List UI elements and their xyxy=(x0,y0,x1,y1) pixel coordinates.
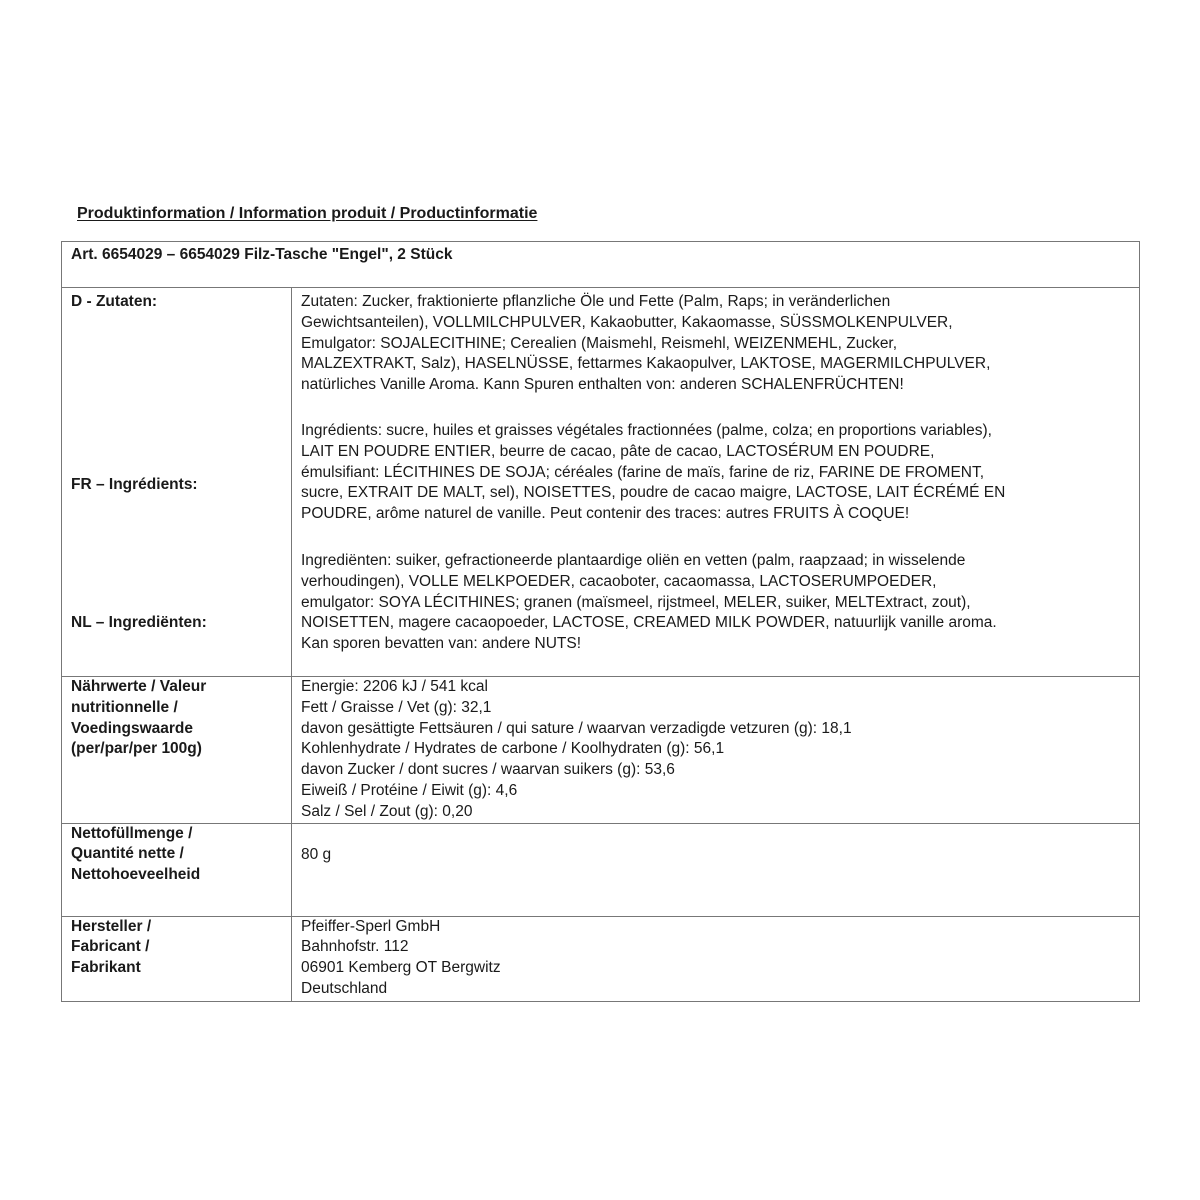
ingredients-value-cell xyxy=(292,288,1140,677)
nutrition-label xyxy=(62,677,292,824)
ingredients-label-fr: FR – Ingrédients: xyxy=(71,476,198,493)
text-line: Gewichtsanteilen), VOLLMILCHPULVER, Kakaobutter, Kakaomasse, SÜSSMOLKENPULVER, xyxy=(301,313,953,331)
text-line: Ingrediënten: suiker, gefractioneerde plantaardige oliën en vetten (palm, raapzaad; in wisselende xyxy=(301,552,966,569)
text-line: MALZEXTRAKT, Salz), HASELNÜSSE, fettarmes Kakaopulver, LAKTOSE, MAGERMILCHPULVER, xyxy=(301,355,991,373)
nutrition-line: davon Zucker / dont sucres / waarvan suikers (g): 53,6 xyxy=(301,761,675,779)
label-line: Hersteller / xyxy=(71,917,152,935)
nutrition-line: Eiweiß / Protéine / Eiwit (g): 4,6 xyxy=(301,781,518,799)
ingredients-text-de xyxy=(301,292,990,396)
text-line: Zutaten: Zucker, fraktionierte pflanzliche Öle und Fette (Palm, Raps; in veränderlichen xyxy=(301,293,891,310)
manufacturer-row xyxy=(62,916,1140,1001)
text-line: NOISETTEN, magere cacaopoeder, LACTOSE, CREAMED MILK POWDER, natuurlijk vanille aroma. xyxy=(301,614,997,632)
ingredients-label-nl: NL – Ingrediënten: xyxy=(71,614,207,631)
net-quantity-value: 80 g xyxy=(301,845,332,863)
article-title: Art. 6654029 – 6654029 Filz-Tasche "Engel", 2 Stück xyxy=(62,242,1140,288)
text-line: sucre, EXTRAIT DE MALT, sel), NOISETTES, poudre de cacao maigre, LACTOSE, LAIT ÉCRÉMÉ EN xyxy=(301,484,1006,502)
product-info-table xyxy=(61,241,1140,1002)
label-line: Nettofüllmenge / xyxy=(71,824,193,842)
text-line: Emulgator: SOJALECITHINE; Cerealien (Maismehl, Reismehl, WEIZENMEHL, Zucker, xyxy=(301,334,898,352)
label-line: Nährwerte / Valeur xyxy=(71,678,207,695)
label-line: (per/par/per 100g) xyxy=(71,740,202,758)
text-line: Kan sporen bevatten van: andere NUTS! xyxy=(301,635,582,653)
label-line: Fabrikant xyxy=(71,959,141,977)
address-line: Bahnhofstr. 112 xyxy=(301,938,409,956)
nutrition-line: davon gesättigte Fettsäuren / qui sature / waarvan verzadigde vetzuren (g): 18,1 xyxy=(301,719,852,737)
ingredients-label-cell xyxy=(62,288,292,677)
label-line: nutritionnelle / xyxy=(71,698,178,716)
ingredients-text-nl xyxy=(301,551,997,655)
label-line: Voedingswaarde xyxy=(71,719,194,737)
text-line: POUDRE, arôme naturel de vanille. Peut contenir des traces: autres FRUITS À COQUE! xyxy=(301,505,910,523)
net-quantity-row xyxy=(62,823,1140,916)
manufacturer-address xyxy=(292,916,1140,1001)
article-row xyxy=(62,242,1140,288)
net-quantity-label xyxy=(62,823,292,916)
ingredients-label-de: D - Zutaten: xyxy=(71,293,158,310)
address-line: 06901 Kemberg OT Bergwitz xyxy=(301,959,501,977)
nutrition-line: Energie: 2206 kJ / 541 kcal xyxy=(301,678,488,695)
nutrition-values xyxy=(292,677,1140,824)
nutrition-row xyxy=(62,677,1140,824)
label-line: Nettohoeveelheid xyxy=(71,866,201,884)
label-line: Fabricant / xyxy=(71,938,150,956)
text-line: Ingrédients: sucre, huiles et graisses végétales fractionnées (palme, colza; en proportions variables), xyxy=(301,422,992,439)
net-quantity-value-cell xyxy=(292,823,1140,916)
manufacturer-label xyxy=(62,916,292,1001)
text-line: verhoudingen), VOLLE MELKPOEDER, cacaoboter, cacaomassa, LACTOSERUMPOEDER, xyxy=(301,572,937,590)
ingredients-row xyxy=(62,288,1140,677)
label-line: Quantité nette / xyxy=(71,845,184,863)
text-line: emulgator: SOYA LÉCITHINES; granen (maïsmeel, rijstmeel, MELER, suiker, MELTExtract, zout), xyxy=(301,593,971,611)
text-line: natürliches Vanille Aroma. Kann Spuren enthalten von: anderen SCHALENFRÜCHTEN! xyxy=(301,376,904,394)
address-line: Deutschland xyxy=(301,979,388,997)
nutrition-line: Salz / Sel / Zout (g): 0,20 xyxy=(301,802,473,820)
address-line: Pfeiffer-Sperl GmbH xyxy=(301,917,441,935)
nutrition-line: Kohlenhydrate / Hydrates de carbone / Koolhydraten (g): 56,1 xyxy=(301,740,725,758)
nutrition-line: Fett / Graisse / Vet (g): 32,1 xyxy=(301,698,492,716)
ingredients-text-fr xyxy=(301,421,1005,525)
text-line: émulsifiant: LÉCITHINES DE SOJA; céréales (farine de maïs, farine de riz, FARINE DE FROMENT, xyxy=(301,463,985,481)
document-heading: Produktinformation / Information produit / Productinformatie xyxy=(77,205,538,222)
text-line: LAIT EN POUDRE ENTIER, beurre de cacao, pâte de cacao, LACTOSÉRUM EN POUDRE, xyxy=(301,442,935,460)
